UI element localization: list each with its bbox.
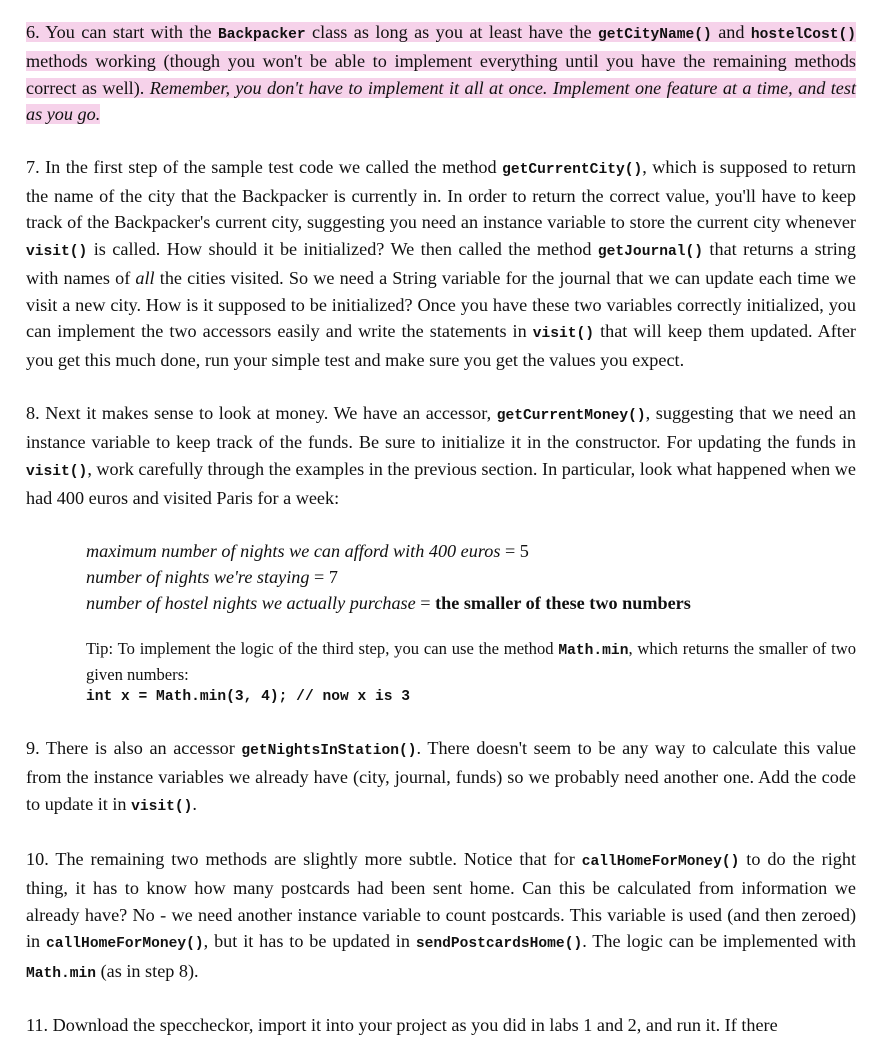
step-9-paragraph: 9. There is also an accessor getNightsInStation(). There doesn't seem to be any way to calculate this value from the instance variables we already have (city, journal, funds) so we probably need another one. Add the code to update it in visit(). bbox=[26, 737, 856, 815]
spacer bbox=[26, 128, 856, 154]
formula-line-1: maximum number of nights we can afford with 400 euros = 5 bbox=[86, 540, 529, 561]
step-6-emphasis: Remember, you don't have to implement it all at once. Implement one feature at a time, and test as you go. bbox=[26, 77, 856, 125]
code-visit: visit() bbox=[26, 243, 88, 260]
spacer bbox=[26, 617, 856, 637]
tip-text: Tip: To implement the logic of the third step, you can use the method Math.min, which returns the smaller of two given numbers: bbox=[86, 638, 856, 684]
code-callhomeformoney: callHomeForMoney() bbox=[581, 853, 740, 870]
step-8-paragraph: 8. Next it makes sense to look at money. We have an accessor, getCurrentMoney(), suggesting that we need an instance variable to keep track of the funds. Be sure to initialize it in the constructor. For updating the funds in visit(), work carefully through the examples in the previous section. In particular, look what happened when we had 400 euros and visited Paris for a week: bbox=[26, 402, 857, 509]
tip-code-example: int x = Math.min(3, 4); // now x is 3 bbox=[86, 688, 411, 705]
code-hostelcost: hostelCost() bbox=[750, 27, 856, 43]
code-backpacker: Backpacker bbox=[218, 27, 306, 43]
formula-line-3: number of hostel nights we actually purchase = the smaller of these two numbers bbox=[86, 593, 691, 614]
step-7-paragraph: 7. In the first step of the sample test code we called the method getCurrentCity(), which is supposed to return the name of the city that the Backpacker is currently in. In order to return the correct value, you'll have to keep track of the Backpacker's current city, suggesting you need an instance variable to store the current city whenever visit() is called. How should it be initialized? We then called the method getJournal() that returns a string with names of all the cities visited. So we need a String variable for the journal that we can update each time we visit a new city. How is it supposed to be initialized? Once you have these two variables correctly initialized, you can implement the two accessors easily and write the statements in visit() that will keep them updated. After you get this much done, run your simple test and make sure you get the values you expect. bbox=[26, 156, 856, 371]
code-sendpostcardshome: sendPostcardsHome() bbox=[415, 936, 583, 953]
code-getnightsinstation: getNightsInStation() bbox=[241, 742, 417, 759]
code-visit: visit() bbox=[532, 326, 595, 343]
formula-line-2: number of nights we're staying = 7 bbox=[86, 566, 338, 587]
code-getcityname: getCityName() bbox=[597, 27, 712, 43]
spacer bbox=[26, 512, 856, 538]
spacer bbox=[26, 820, 856, 846]
tip-block bbox=[86, 637, 856, 709]
code-callhomeformoney: callHomeForMoney() bbox=[46, 936, 204, 953]
step-6-highlight: 6. You can start with the Backpacker class as long as you at least have the getCityName() and hostelCost() methods working (though you won't be able to implement everything until you have the remaining methods correct as well). Remember, you don't have to implement it all at once. Implement one feature at a time, and test as you go. bbox=[26, 22, 856, 125]
code-getcurrentmoney: getCurrentMoney() bbox=[496, 407, 646, 424]
code-math-min: Math.min bbox=[558, 642, 629, 659]
step-10-paragraph: 10. The remaining two methods are slightly more subtle. Notice that for callHomeForMoney() to do the right thing, it has to know how many postcards had been sent home. Can this be calculated from information we already have? No - we need another instance variable to count postcards. This variable is used (and then zeroed) in callHomeForMoney(), but it has to be updated in sendPostcardsHome(). The logic can be implemented with Math.min (as in step 8). bbox=[26, 848, 857, 982]
code-visit: visit() bbox=[131, 798, 193, 815]
step-11-text: 11. Download the speccheckor, import it into your project as you did in labs 1 and 2, and run it. If there bbox=[26, 1015, 778, 1035]
code-getcurrentcity: getCurrentCity() bbox=[502, 161, 643, 178]
document-page bbox=[26, 19, 856, 987]
formula-block bbox=[86, 538, 856, 617]
spacer bbox=[26, 709, 856, 735]
code-visit: visit() bbox=[26, 463, 88, 480]
spacer bbox=[26, 374, 856, 400]
step-6-paragraph bbox=[26, 19, 856, 128]
step-11-partial bbox=[26, 1012, 856, 1035]
code-math-min: Math.min bbox=[26, 965, 97, 982]
code-getjournal: getJournal() bbox=[597, 243, 703, 260]
